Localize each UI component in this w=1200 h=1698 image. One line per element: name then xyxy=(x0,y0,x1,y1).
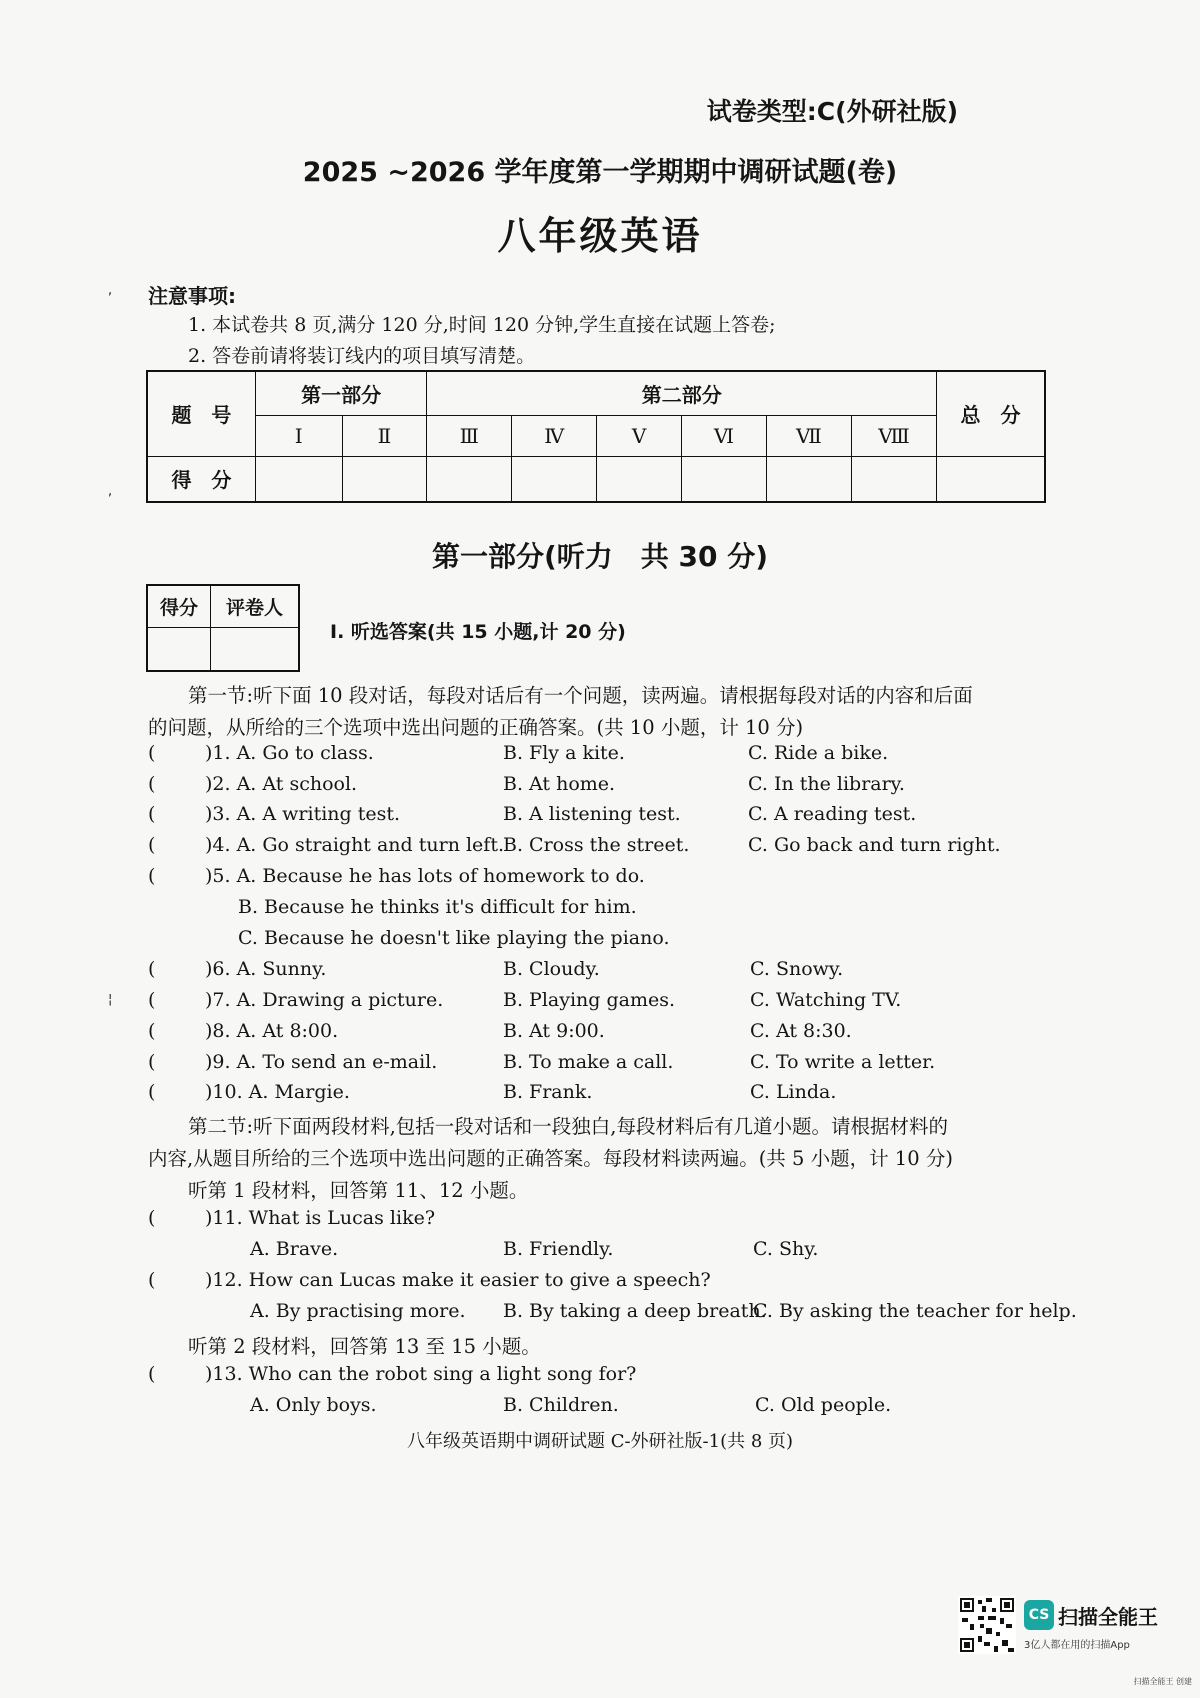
question-13-option-b: B. Children. xyxy=(503,1394,619,1416)
answer-paren: ( xyxy=(148,1051,156,1073)
question-10-option-c: C. Linda. xyxy=(750,1081,837,1103)
question-4-option-a: )4. A. Go straight and turn left. xyxy=(205,834,505,856)
question-number-header: 题 号 xyxy=(147,371,255,456)
question-13-stem: )13. Who can the robot sing a light song for? xyxy=(205,1363,637,1385)
grader-box xyxy=(146,584,300,672)
grader-score-cell[interactable] xyxy=(147,627,211,671)
question-1-option-c: C. Ride a bike. xyxy=(748,742,889,764)
score-cell[interactable] xyxy=(766,456,851,502)
question-12-option-a: A. By practising more. xyxy=(250,1300,466,1322)
answer-paren: ( xyxy=(148,742,156,764)
notice-item-2: 2. 答卷前请将装订线内的项目填写清楚。 xyxy=(188,345,536,367)
subsection1-instructions-line1: 第一节:听下面 10 段对话，每段对话后有一个问题，读两遍。请根据每段对话的内容和后面 xyxy=(188,684,973,707)
question-10-option-b: B. Frank. xyxy=(503,1081,593,1103)
question-5-option-c: C. Because he doesn't like playing the piano. xyxy=(238,927,670,949)
answer-paren: ( xyxy=(148,1020,156,1042)
question-10-option-a: )10. A. Margie. xyxy=(205,1081,350,1103)
page-footer: 八年级英语期中调研试题 C-外研社版-1(共 8 页) xyxy=(406,1431,794,1452)
score-cell[interactable] xyxy=(851,456,936,502)
score-cell[interactable] xyxy=(682,456,767,502)
question-13-option-a: A. Only boys. xyxy=(250,1394,377,1416)
score-cell[interactable] xyxy=(597,456,682,502)
question-7-option-a: )7. A. Drawing a picture. xyxy=(205,989,444,1011)
question-11-option-b: B. Friendly. xyxy=(503,1238,614,1260)
question-6-option-a: )6. A. Sunny. xyxy=(205,958,327,980)
exam-title: 2025 ~2026 学年度第一学期期中调研试题(卷) xyxy=(302,157,898,188)
binding-margin-mark: , xyxy=(108,484,113,499)
question-8-option-b: B. At 9:00. xyxy=(503,1020,605,1042)
material1-intro: 听第 1 段材料，回答第 11、12 小题。 xyxy=(188,1179,529,1202)
question-12-stem: )12. How can Lucas make it easier to give a speech? xyxy=(205,1269,711,1291)
question-3-option-a: )3. A. A writing test. xyxy=(205,803,401,825)
question-7-option-b: B. Playing games. xyxy=(503,989,676,1011)
question-3-option-b: B. A listening test. xyxy=(503,803,681,825)
answer-paren: ( xyxy=(148,989,156,1011)
scanner-watermark xyxy=(958,1596,1168,1656)
part1-header: 第一部分 xyxy=(255,371,427,415)
question-4-option-c: C. Go back and turn right. xyxy=(748,834,1001,856)
subsection2-instructions-line2: 内容,从题目所给的三个选项中选出问题的正确答案。每段材料读两遍。(共 5 小题，计 10 分) xyxy=(148,1147,953,1170)
binding-margin-mark: ¦ xyxy=(108,992,113,1007)
question-1-option-a: )1. A. Go to class. xyxy=(205,742,374,764)
scanner-tagline: 3亿人都在用的扫描App xyxy=(1024,1640,1130,1651)
grader-name-cell[interactable] xyxy=(211,627,300,671)
question-6-option-b: B. Cloudy. xyxy=(503,958,600,980)
score-table xyxy=(146,370,1046,503)
question-5-option-b: B. Because he thinks it's difficult for him. xyxy=(238,896,637,918)
question-9-option-b: B. To make a call. xyxy=(503,1051,674,1073)
scanner-credit: 扫描全能王 创建 xyxy=(1133,1677,1192,1686)
score-cell[interactable] xyxy=(512,456,597,502)
question-11-option-a: A. Brave. xyxy=(250,1238,339,1260)
column-roman-1: Ⅰ xyxy=(255,415,342,456)
answer-paren: ( xyxy=(148,1363,156,1385)
part2-header: 第二部分 xyxy=(427,371,937,415)
score-row-header: 得 分 xyxy=(147,456,255,502)
grader-label: 评卷人 xyxy=(211,585,300,627)
total-score-cell[interactable] xyxy=(937,456,1045,502)
grader-score-label: 得分 xyxy=(147,585,211,627)
answer-paren: ( xyxy=(148,865,156,887)
question-8-option-c: C. At 8:30. xyxy=(750,1020,852,1042)
question-4-option-b: B. Cross the street. xyxy=(503,834,690,856)
question-11-option-c: C. Shy. xyxy=(753,1238,819,1260)
notice-item-1: 1. 本试卷共 8 页,满分 120 分,时间 120 分钟,学生直接在试题上答卷; xyxy=(188,314,776,336)
column-roman-5: Ⅴ xyxy=(597,415,682,456)
subsection2-instructions-line1: 第二节:听下面两段材料,包括一段对话和一段独白,每段材料后有几道小题。请根据材料的 xyxy=(188,1115,948,1138)
column-roman-3: Ⅲ xyxy=(427,415,512,456)
section-i-title: Ⅰ. 听选答案(共 15 小题,计 20 分) xyxy=(330,621,626,643)
material2-intro: 听第 2 段材料，回答第 13 至 15 小题。 xyxy=(188,1335,541,1358)
question-12-option-c: C. By asking the teacher for help. xyxy=(753,1300,1077,1322)
column-roman-7: Ⅶ xyxy=(766,415,851,456)
question-13-option-c: C. Old people. xyxy=(755,1394,892,1416)
question-2-option-b: B. At home. xyxy=(503,773,616,795)
total-score-header: 总 分 xyxy=(937,371,1045,456)
question-5-option-a: )5. A. Because he has lots of homework to do. xyxy=(205,865,645,887)
scanner-app-name: 扫描全能王 xyxy=(1058,1605,1158,1629)
exam-type-label: 试卷类型:C(外研社版) xyxy=(706,97,958,126)
answer-paren: ( xyxy=(148,1269,156,1291)
question-9-option-c: C. To write a letter. xyxy=(750,1051,936,1073)
column-roman-2: Ⅱ xyxy=(342,415,427,456)
column-roman-8: Ⅷ xyxy=(851,415,936,456)
subject-title: 八年级英语 xyxy=(497,214,703,258)
question-12-option-b: B. By taking a deep breath. xyxy=(503,1300,767,1322)
question-6-option-c: C. Snowy. xyxy=(750,958,844,980)
column-roman-6: Ⅵ xyxy=(682,415,767,456)
subsection1-instructions-line2: 的问题，从所给的三个选项中选出问题的正确答案。(共 10 小题，计 10 分) xyxy=(148,716,804,739)
question-2-option-c: C. In the library. xyxy=(748,773,905,795)
score-cell[interactable] xyxy=(342,456,427,502)
camscanner-logo: CS xyxy=(1024,1600,1054,1630)
answer-paren: ( xyxy=(148,803,156,825)
answer-paren: ( xyxy=(148,834,156,856)
answer-paren: ( xyxy=(148,1207,156,1229)
question-8-option-a: )8. A. At 8:00. xyxy=(205,1020,339,1042)
question-11-stem: )11. What is Lucas like? xyxy=(205,1207,436,1229)
question-1-option-b: B. Fly a kite. xyxy=(503,742,625,764)
column-roman-4: Ⅳ xyxy=(512,415,597,456)
notice-heading: 注意事项: xyxy=(148,284,236,308)
question-7-option-c: C. Watching TV. xyxy=(750,989,902,1011)
question-9-option-a: )9. A. To send an e-mail. xyxy=(205,1051,438,1073)
qr-code-icon xyxy=(958,1596,1016,1654)
answer-paren: ( xyxy=(148,958,156,980)
score-cell[interactable] xyxy=(427,456,512,502)
question-3-option-c: C. A reading test. xyxy=(748,803,917,825)
answer-paren: ( xyxy=(148,1081,156,1103)
binding-margin-mark: , xyxy=(108,283,113,298)
part-one-title: 第一部分(听力 共 30 分) xyxy=(431,540,769,573)
score-cell[interactable] xyxy=(255,456,342,502)
answer-paren: ( xyxy=(148,773,156,795)
question-2-option-a: )2. A. At school. xyxy=(205,773,358,795)
